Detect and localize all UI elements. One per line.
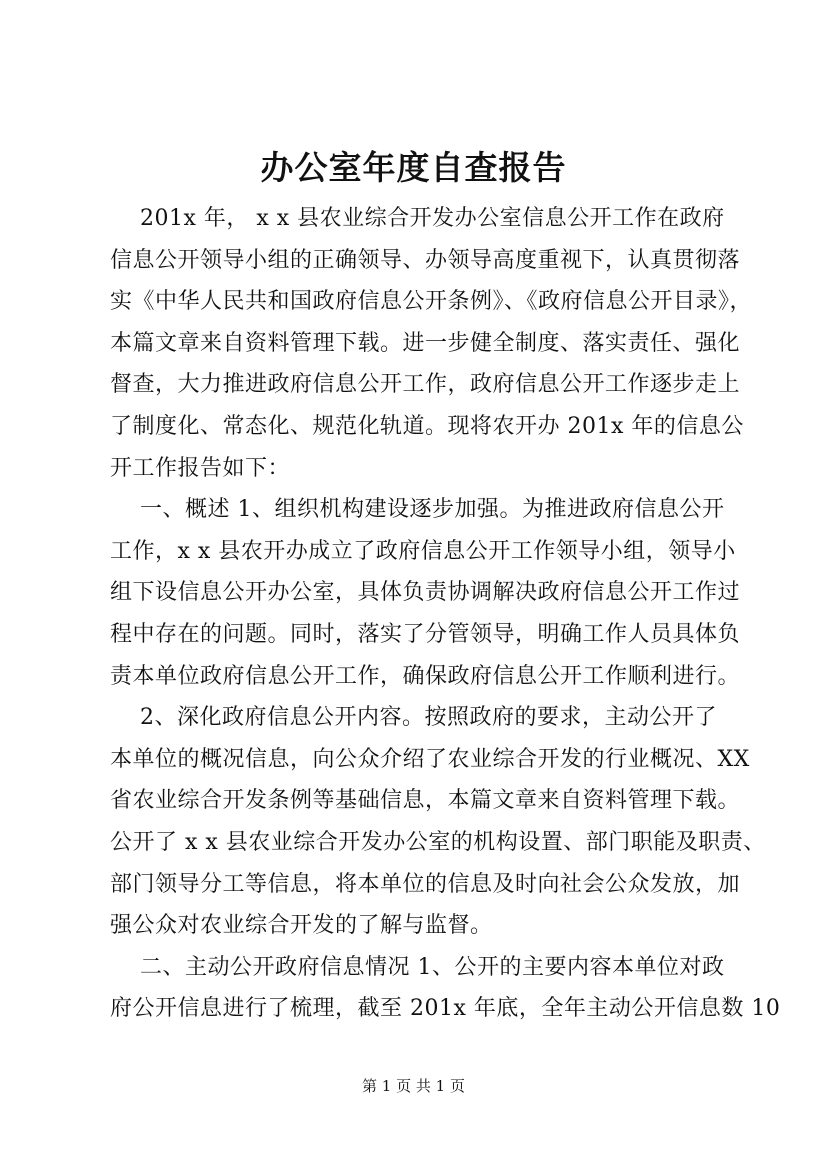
document-title: 办公室年度自查报告	[260, 148, 567, 187]
body-line: 信息公开领导小组的正确领导、办领导高度重视下，认真贯彻落	[110, 247, 741, 273]
body-line: 本单位的概况信息，向公众介绍了农业综合开发的行业概况、XX	[110, 746, 750, 772]
body-line: 省农业综合开发条例等基础信息，本篇文章来自资料管理下载。	[110, 788, 741, 814]
body-line: 二、主动公开政府信息情况 1、公开的主要内容本单位对政	[110, 954, 725, 980]
body-line: 责本单位政府信息公开工作，确保政府信息公开工作顺利进行。	[110, 663, 741, 689]
body-line: 工作，x x 县农开办成立了政府信息公开工作领导小组，领导小	[110, 538, 736, 564]
body-line: 部门领导分工等信息，将本单位的信息及时向社会公众发放，加	[110, 871, 741, 897]
body-line: 2、深化政府信息公开内容。按照政府的要求，主动公开了	[110, 705, 717, 731]
page-footer: 第 1 页 共 1 页	[362, 1077, 465, 1095]
body-line: 组下设信息公开办公室，具体负责协调解决政府信息公开工作过	[110, 580, 741, 606]
body-line: 程中存在的问题。同时，落实了分管领导，明确工作人员具体负	[110, 622, 741, 647]
body-line: 201x 年， x x 县农业综合开发办公室信息公开工作在政府	[110, 206, 725, 231]
body-line: 本篇文章来自资料管理下载。进一步健全制度、落实责任、强化	[110, 330, 741, 356]
body-line: 一、概述 1、组织机构建设逐步加强。为推进政府信息公开	[110, 497, 725, 523]
body-line: 开工作报告如下：	[110, 455, 291, 481]
body-line: 督查，大力推进政府信息公开工作，政府信息公开工作逐步走上	[110, 372, 741, 398]
body-line: 了制度化、常态化、规范化轨道。现将农开办 201x 年的信息公	[110, 414, 744, 439]
body-line: 强公众对农业综合开发的了解与监督。	[110, 913, 493, 939]
body-line: 公开了 x x 县农业综合开发办公室的机构设置、部门职能及职责、	[110, 830, 766, 855]
body-line: 实《中华人民共和国政府信息公开条例》、《政府信息公开目录》，	[110, 289, 753, 315]
body-line: 府公开信息进行了梳理，截至 201x 年底，全年主动公开信息数 10	[110, 996, 781, 1022]
